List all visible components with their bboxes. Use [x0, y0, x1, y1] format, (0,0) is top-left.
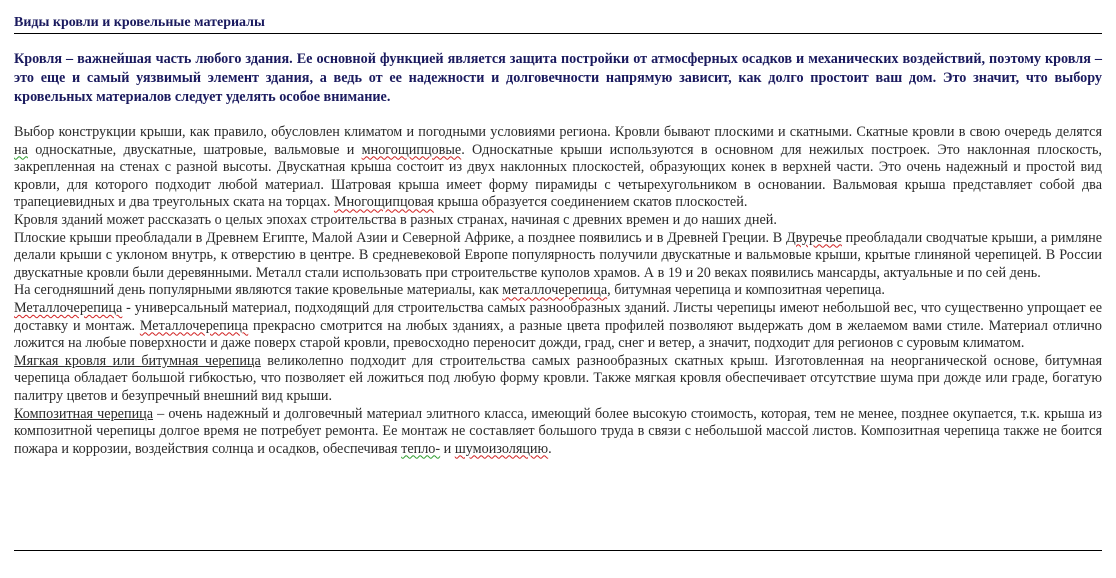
- term-composite-tile: Композитная черепица: [14, 405, 154, 422]
- bottom-divider: [14, 550, 1102, 551]
- paragraph-history: [14, 230, 1102, 283]
- text-run: .: [548, 440, 552, 457]
- lead-paragraph: Кровля – важнейшая часть любого здания. Ее основной функцией является защита постройки от атмосферных осадков и механических воздействий, поэтому кровля – это еще и самый уязвимый элемент здания, а ведь от ее надежности и долговечности напрямую зависит, как долго простоит ваш дом. Это значит, что выбору кровельных материалов следует уделять особое внимание.: [14, 51, 1102, 105]
- text-run: односкатные, двускатные, шатровые, вальмовые и: [27, 141, 362, 158]
- paragraph-soft-roof: [14, 353, 1102, 406]
- paragraph-roof-types: [14, 124, 1102, 212]
- text-run: крыша образуется соединением скатов плоскостей.: [433, 194, 748, 211]
- title-divider: [14, 33, 1102, 34]
- term-soft-roof: Мягкая кровля или битумная черепица: [14, 352, 261, 369]
- text-run: и: [440, 440, 455, 457]
- grammar-flagged-word: на: [14, 141, 28, 158]
- text-run: - универсальный материал, подходящий для строительства самых разнообразных зданий. Листы черепицы имеют небольшой вес, что существенно упрощает ее доставку и монтаж.: [14, 299, 1102, 334]
- text-run: Плоские крыши преобладали в Древнем Египте, Малой Азии и Северной Африке, а позднее появились и в Древней Греции. В: [14, 229, 786, 246]
- term-metal-tile: Металлочерепица: [14, 299, 123, 316]
- spellcheck-flagged-word: Металлочерепица: [139, 317, 249, 334]
- text-run: На сегодняшний день популярными являются такие кровельные материалы, как: [14, 282, 503, 299]
- paragraph-history-intro: Кровля зданий может рассказать о целых эпохах строительства в разных странах, начиная с древних времен и до наших дней.: [14, 211, 777, 228]
- spellcheck-flagged-word: Двуречье: [785, 229, 842, 246]
- text-run: преобладали сводчатые крыши, а римляне делали крыши с уклоном внутрь, к отверстию в центре. В средневековой Европе популярность получили двускатные и вальмовые крыши, крытые глиняной черепицей. В России двускатные кровли были деревянными. Металл стали использовать при строительстве куполов храмов. А в 19 и 20 веках появились мансарды, актуальные и по сей день.: [14, 229, 1102, 281]
- paragraph-modern-materials: [14, 282, 1102, 300]
- body-text: [14, 124, 1102, 458]
- document-title: Виды кровли и кровельные материалы: [14, 15, 265, 30]
- text-run: великолепно подходит для строительства самых разнообразных скатных крыш. Изготовленная на неорганической основе, битумная черепица обладает большой гибкостью, что позволяет ей ложиться под любую форму кровли. Также мягкая кровля обеспечивает отсутствие шума при дожде или граде, богатую палитру цветов и безупречный внешний вид крыши.: [14, 352, 1102, 404]
- text-run: , битумная черепица и композитная черепица.: [607, 282, 885, 299]
- spellcheck-flagged-word: металлочерепица: [502, 282, 608, 299]
- text-run: прекрасно смотрится на любых зданиях, а разные цвета профилей позволяют выдержать дом в желаемом вами стиле. Материал отлично ложится на любые поверхности и даже поверх старой кровли, превосходно переносит дожди, град, снег и ветер, а значит, подходит для регионов с суровым климатом.: [14, 317, 1102, 352]
- text-run: Выбор конструкции крыши, как правило, обусловлен климатом и погодными условиями региона. Кровли бывают плоскими и скатными. Скатные кровли в свою очередь делятся: [14, 124, 1102, 140]
- grammar-flagged-word: тепло-: [401, 440, 441, 457]
- paragraph-composite-tile: [14, 406, 1102, 459]
- text-run: . Односкатные крыши используются в основном для нежилых построек. Это наклонная плоскость, закрепленная на стенах с разной высоты. Двускатная крыша состоит из двух наклонных плоскостей, образующих конек в верхней части. Это очень надежный и простой вид кровли, для которого подходит любой материал. Шатровая крыша имеет форму пирамиды с четырехугольником в основании. Вальмовая крыша представляет собой два трапециевидных и два треугольных ската на торцах.: [14, 141, 1102, 211]
- spellcheck-flagged-word: шумоизоляцию: [454, 440, 549, 457]
- spellcheck-flagged-word: Многощипцовая: [333, 194, 434, 211]
- paragraph-metal-tile: [14, 300, 1102, 353]
- spellcheck-flagged-word: многощипцовые: [361, 141, 462, 158]
- text-run: – очень надежный и долговечный материал элитного класса, имеющий более высокую стоимость, которая, тем не менее, позднее окупается, т.к. крыша из композитной черепицы долгое время не потребует ремонта. Ее монтаж не составляет большого труда в связи с небольшой массой листов. Композитная черепица также не боится пожара и коррозии, воздействия солнца и осадков, обеспечивая: [14, 405, 1102, 457]
